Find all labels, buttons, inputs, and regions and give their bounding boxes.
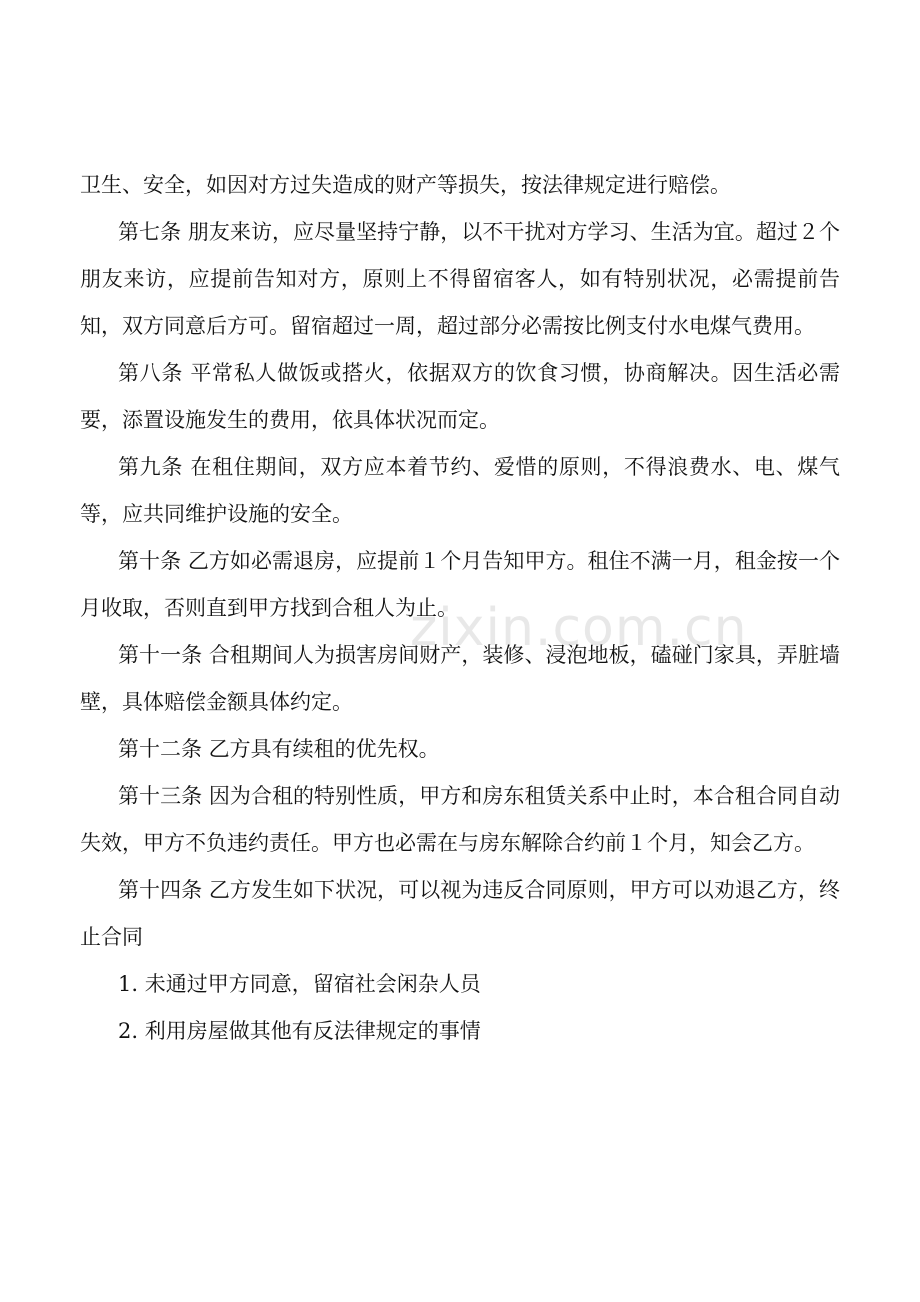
document-body [80, 162, 840, 1055]
article-12: 第十二条 乙方具有续租的优先权。 [118, 737, 440, 761]
article-8: 第八条 平常私人做饭或搭火，依据双方的饮食习惯，协商解决。因生活必需要，添置设施发生的费用，依具体状况而定。 [80, 361, 840, 432]
paragraph-continuation: 卫生、安全，如因对方过失造成的财产等损失，按法律规定进行赔偿。 [80, 173, 731, 197]
list-item: 1. 未通过甲方同意，留宿社会闲杂人员 [118, 972, 481, 996]
article-14: 第十四条 乙方发生如下状况，可以视为违反合同原则，甲方可以劝退乙方，终止合同 [80, 878, 840, 949]
article-11: 第十一条 合租期间人为损害房间财产，装修、浸泡地板，磕碰门家具，弄脏墙壁，具体赔偿金额具体约定。 [80, 643, 840, 714]
article-9: 第九条 在租住期间，双方应本着节约、爱惜的原则，不得浪费水、电、煤气等，应共同维护设施的安全。 [80, 455, 840, 526]
article-10: 第十条 乙方如必需退房，应提前１个月告知甲方。租住不满一月，租金按一个月收取，否则直到甲方找到合租人为止。 [80, 549, 840, 620]
watermark: zixin.com.cn [410, 598, 748, 658]
article-7: 第七条 朋友来访，应尽量坚持宁静，以不干扰对方学习、生活为宜。超过２个朋友来访，应提前告知对方，原则上不得留宿客人，如有特别状况，必需提前告知，双方同意后方可。留宿超过一周，超过部分必需按比例支付水电煤气费用。 [80, 220, 840, 338]
article-13: 第十三条 因为合租的特别性质，甲方和房东租赁关系中止时，本合租合同自动失效，甲方不负违约责任。甲方也必需在与房东解除合约前１个月，知会乙方。 [80, 784, 840, 855]
list-item: 2. 利用房屋做其他有反法律规定的事情 [118, 1019, 481, 1043]
